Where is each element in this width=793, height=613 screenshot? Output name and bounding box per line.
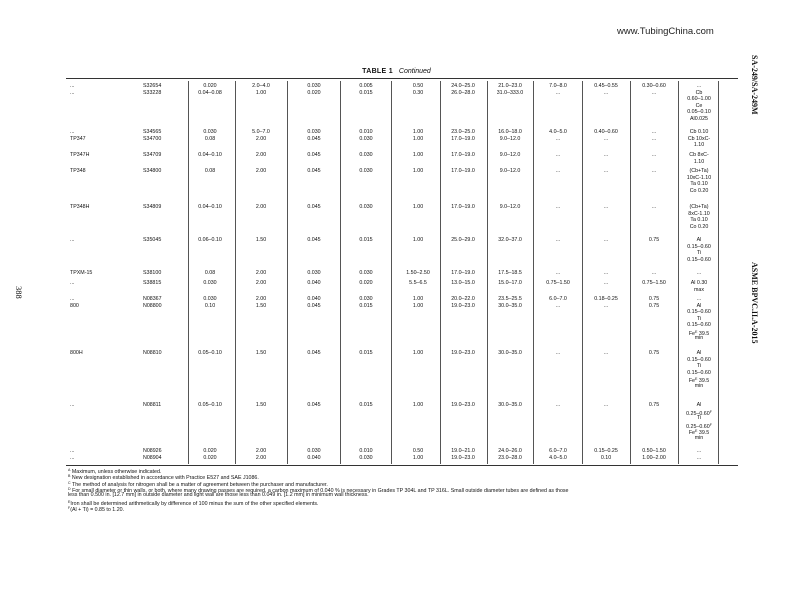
table-cell: ... [555, 402, 561, 408]
table-cell: 0.015 [359, 89, 373, 96]
table-cell: 24.0–25.0 [451, 83, 475, 89]
table-cell: Cb 10xC- [687, 135, 711, 142]
table-cell: 0.045 [307, 350, 321, 356]
table-cell: (Cb+Ta) [689, 168, 709, 174]
uns-cell: N08810 [143, 350, 162, 356]
footnote: less than 0.500 in. [12.7 mm] in outside diameter and light wall are those less than 0.049 in. [1.2 mm] in minimum wall thickness. [68, 492, 369, 499]
table-cell: $Fe^E$ 39.5 [688, 377, 710, 384]
table-cell: 0.06–0.10 [198, 237, 222, 243]
table-cell: 2.00 [255, 270, 267, 276]
uns-cell: S34800 [143, 168, 162, 174]
table-cell: ... [603, 168, 609, 174]
table-cell: ... [555, 350, 561, 356]
column-divider [391, 81, 392, 464]
table-cell: 23.5–25.5 [498, 296, 522, 302]
table-cell: 6.0–7.0 [549, 448, 567, 454]
table-cell: 1.00 [412, 168, 424, 174]
uns-cell: S34700 [143, 135, 162, 142]
table-cell: 2.00 [255, 204, 267, 210]
table-cell: 15.0–17.0 [498, 280, 522, 286]
table-cell: Ti [696, 415, 702, 421]
grade-cell: TP347 [70, 135, 86, 142]
table-cell: 0.10 [600, 454, 612, 461]
grade-cell: ... [70, 296, 75, 302]
table-cell: 1.00 [412, 135, 424, 142]
table-cell: 1.00 [255, 89, 267, 96]
table-cell: 0.15–0.60 [687, 356, 711, 363]
table-cell: 0.040 [307, 454, 321, 461]
uns-cell: N08904 [143, 454, 162, 461]
table-cell: 0.15–0.60 [687, 256, 711, 263]
table-cell: 17.0–19.0 [451, 168, 475, 174]
table-cell: 24.0–26.0 [498, 448, 522, 454]
table-cell: 0.030 [203, 129, 217, 135]
footnote: $^B$ New designation established in accordance with Practice E527 and SAE J1086. [68, 474, 259, 482]
table-cell: Ti [696, 250, 702, 256]
table-cell: 0.50 [412, 83, 424, 89]
table-cell: ... [555, 152, 561, 158]
table-cell: 17.0–19.0 [451, 152, 475, 158]
table-cell: 4.0–5.0 [549, 129, 567, 135]
table-cell: 1.00–2.00 [642, 454, 666, 461]
table-cell: 23.0–28.0 [498, 454, 522, 461]
table-cell: 16.0–18.0 [498, 129, 522, 135]
table-cell: 1.50–2.50 [406, 270, 430, 276]
table-cell: 0.04–0.10 [198, 204, 222, 210]
table-cell: 0.75 [648, 302, 660, 309]
grade-cell: TP348H [70, 204, 90, 210]
grade-cell: ... [70, 83, 75, 89]
table-cell: 0.030 [307, 270, 321, 276]
table-cell: ... [651, 152, 657, 158]
grade-cell: 800H [70, 350, 83, 356]
table-cell: 0.015 [359, 237, 373, 243]
table-cell: ... [651, 270, 657, 276]
table-cell: 1.50 [255, 237, 267, 243]
table-cell: ... [696, 83, 702, 89]
footnote: $^C$ The method of analysis for nitrogen shall be a matter of agreement between the purchaser and manufacturer. [68, 480, 328, 488]
column-divider [718, 81, 719, 464]
table-cell: 0.030 [307, 129, 321, 135]
table-cell: Ce [695, 102, 703, 109]
table-cell: 19.0–23.0 [451, 454, 475, 461]
table-cell: Ta 0.10 [690, 181, 708, 187]
table-cell: 1.50 [255, 302, 267, 309]
column-divider [287, 81, 288, 464]
table-cell: ... [651, 89, 657, 96]
table-cell: 0.045 [307, 204, 321, 210]
table-cell: Ti [696, 315, 702, 322]
table-caption [0, 68, 793, 75]
table-cell: 0.75 [648, 350, 660, 356]
table-cell: 17.0–19.0 [451, 135, 475, 142]
table-cell: ... [603, 350, 609, 356]
table-cell: 0.50–1.50 [642, 448, 666, 454]
footnote: $^A$ Maximum, unless otherwise indicated. [68, 468, 162, 475]
table-cell: ... [603, 402, 609, 408]
uns-cell: N08800 [143, 302, 162, 309]
table-cell: 5.0–7.0 [252, 129, 270, 135]
table-title: TABLE 1 [362, 68, 393, 75]
table-cell: 0.040 [307, 280, 321, 286]
table-cell: 19.0–23.0 [451, 302, 475, 309]
table-cell: 0.15–0.25 [594, 448, 618, 454]
table-cell: min [694, 382, 704, 389]
grade-cell: ... [70, 448, 75, 454]
table-cell: 1.00 [412, 237, 424, 243]
table-cell: 0.75 [648, 296, 660, 302]
table-cell: 31.0–333.0 [496, 89, 524, 96]
table-cell: 30.0–35.0 [498, 302, 522, 309]
uns-cell: S33228 [143, 89, 162, 96]
table-cell: 0.15–0.60 [687, 243, 711, 250]
table-cell: 4.0–5.0 [549, 454, 567, 461]
footnote: $^E$Iron shall be determined arithmetically by difference of 100 minus the sum of the other specified elements. [68, 499, 319, 507]
table-cell: min [694, 335, 704, 341]
table-cell: 0.045 [307, 168, 321, 174]
table-cell: 25.0–29.0 [451, 237, 475, 243]
table-cell: 0.030 [359, 454, 373, 461]
table-cell: 6.0–7.0 [549, 296, 567, 302]
table-cell: 2.00 [255, 168, 267, 174]
table-cell: 0.020 [203, 83, 217, 89]
grade-cell: TP348 [70, 168, 86, 174]
table-cell: 0.045 [307, 302, 321, 309]
table-cell: 0.030 [359, 135, 373, 142]
table-cell: 19.0–23.0 [451, 402, 475, 408]
table-cell: ... [603, 237, 609, 243]
table-cell: 0.030 [359, 296, 373, 302]
table-cell: 1.50 [255, 402, 267, 408]
table-cell: 0.10 [204, 302, 216, 309]
table-cell: ... [651, 129, 657, 135]
grade-cell: ... [70, 454, 75, 461]
table-cell: 17.5–18.5 [498, 270, 522, 276]
table-cell: 26.0–28.0 [451, 89, 475, 96]
table-cell: 1.10 [693, 142, 705, 148]
table-cell: 1.00 [412, 296, 424, 302]
uns-cell: N08926 [143, 448, 162, 454]
table-cell: 21.0–23.0 [498, 83, 522, 89]
column-divider [582, 81, 583, 464]
uns-cell: N08367 [143, 296, 162, 302]
grade-cell: 800 [70, 302, 79, 309]
table-cell: Cb 0.10 [689, 129, 709, 135]
table-cell: 0.75 [648, 237, 660, 243]
table-cell: 23.0–25.0 [451, 129, 475, 135]
table-cell: 17.0–19.0 [451, 270, 475, 276]
table-cell: 30.0–35.0 [498, 402, 522, 408]
table-cell: 1.00 [412, 402, 424, 408]
table-cell: ... [696, 296, 702, 302]
table-cell: 9.0–12.0 [499, 168, 521, 174]
table-cell: ... [555, 302, 561, 309]
column-divider [340, 81, 341, 464]
table-cell: 0.75 [648, 402, 660, 408]
page-number: 388 [14, 286, 24, 299]
table-cell: max [693, 286, 704, 293]
column-divider [235, 81, 236, 464]
table-cell: 0.08 [204, 168, 216, 174]
table-cell: Co 0.20 [689, 223, 709, 230]
grade-cell: ... [70, 402, 75, 408]
table-cell: 0.015 [359, 402, 373, 408]
table-cell: 2.00 [255, 296, 267, 302]
table-cell: Al [696, 402, 702, 408]
table-cell: 10xC-1.10 [686, 174, 712, 181]
table-cell: 0.50 [412, 448, 424, 454]
table-cell: 13.0–15.0 [451, 280, 475, 286]
column-divider [678, 81, 679, 464]
table-cell: 0.045 [307, 237, 321, 243]
table-cell: 0.015 [359, 350, 373, 356]
table-cell: 0.75–1.50 [642, 280, 666, 286]
table-cell: 2.00 [255, 152, 267, 158]
table-cell: 0.18–0.25 [594, 296, 618, 302]
table-cell: 0.60–1.00 [687, 96, 711, 102]
table-cell: $Fe^E$ 39.5 [688, 429, 710, 436]
table-cell: 0.030 [359, 270, 373, 276]
footnote: $^D$ For small diameter or thin walls, or both, where many drawing passes are required, a carbon maximum of 0.040 % is necessary in Grades TP 304L and TP 316L. Small outside diameter tubes are defined as those [68, 486, 569, 494]
table-cell: 1.00 [412, 204, 424, 210]
table-cell: Cb 8xC- [689, 152, 709, 158]
table-cell: 0.020 [203, 448, 217, 454]
table-cell: 0.030 [203, 280, 217, 286]
table-cell: 1.00 [412, 302, 424, 309]
table-cell: ... [555, 135, 561, 142]
table-cell: 0.010 [359, 448, 373, 454]
table-cell: 2.00 [255, 135, 267, 142]
table-cell: 0.15–0.60 [687, 322, 711, 328]
table-cell: $Fe^E$ 39.5 [688, 329, 710, 337]
table-cell: (Cb+Ta) [689, 204, 709, 210]
table-cell: ... [555, 89, 561, 96]
table-cell: 2.00 [255, 454, 267, 461]
table-cell: 8xC-1.10 [688, 210, 710, 217]
table-cell: Ta 0.10 [690, 217, 708, 223]
table-cell: ... [603, 280, 609, 286]
table-cell: ... [696, 270, 702, 276]
uns-cell: S38100 [143, 270, 162, 276]
table-cell: 1.00 [412, 152, 424, 158]
table-cell: Cb [695, 89, 703, 96]
table-cell: 0.015 [359, 302, 373, 309]
table-cell: 2.0–4.0 [252, 83, 270, 89]
table-cell: 0.045 [307, 135, 321, 142]
uns-cell: S34809 [143, 204, 162, 210]
table-cell: ... [555, 204, 561, 210]
table-cell: ... [603, 270, 609, 276]
table-cell: 32.0–37.0 [498, 237, 522, 243]
table-cell: ... [603, 302, 609, 309]
grade-cell: TP347H [70, 152, 90, 158]
table-cell: 1.10 [693, 158, 705, 165]
table-cell: 9.0–12.0 [499, 152, 521, 158]
table-top-rule [66, 78, 738, 79]
table-cell: Al [696, 350, 702, 356]
table-cell: ... [603, 135, 609, 142]
table-cell: Al0.025 [690, 115, 708, 122]
table-cell: 0.30 [412, 89, 424, 96]
table-cell: 0.15–0.60 [687, 369, 711, 376]
table-cell: ... [603, 89, 609, 96]
table-cell: ... [651, 204, 657, 210]
table-cell: 1.00 [412, 129, 424, 135]
table-cell: 0.030 [359, 168, 373, 174]
table-cell: $0.25-0.60^F$ [686, 409, 712, 417]
table-cell: 9.0–12.0 [499, 135, 521, 142]
table-cell: ... [696, 448, 702, 454]
table-cell: ... [555, 270, 561, 276]
table-cell: 0.010 [359, 129, 373, 135]
table-cell: 0.75–1.50 [546, 280, 570, 286]
grade-cell: TPXM-15 [70, 270, 93, 276]
table-cell: Al 0.30 [690, 280, 708, 286]
grade-cell: ... [70, 237, 75, 243]
uns-cell: S35045 [143, 237, 162, 243]
column-divider [533, 81, 534, 464]
table-cell: 1.00 [412, 350, 424, 356]
table-cell: 0.08 [204, 135, 216, 142]
table-cell: 0.045 [307, 152, 321, 158]
table-cell: 0.045 [307, 402, 321, 408]
footnote: $^F$(Al + Ti) = 0.85 to 1.20. [68, 505, 125, 513]
table-cell: ... [555, 168, 561, 174]
table-cell: Al [696, 237, 702, 243]
grade-cell: ... [70, 89, 75, 96]
table-cell: ... [555, 237, 561, 243]
table-cell: 0.05–0.10 [198, 402, 222, 408]
table-cell: 0.04–0.10 [198, 152, 222, 158]
table-cell: 0.020 [307, 89, 321, 96]
table-cell: ... [603, 152, 609, 158]
table-cell: 0.15–0.60 [687, 309, 711, 315]
table-cell: ... [696, 454, 702, 461]
table-cell: 0.04–0.08 [198, 89, 222, 96]
table-cell: 30.0–35.0 [498, 350, 522, 356]
table-cell: min [694, 434, 704, 441]
table-cell: 7.0–8.0 [549, 83, 567, 89]
uns-cell: S34709 [143, 152, 162, 158]
table-cell: ... [651, 135, 657, 142]
table-cell: 19.0–23.0 [451, 350, 475, 356]
uns-cell: N08811 [143, 402, 162, 408]
table-cell: 2.00 [255, 448, 267, 454]
table-cell: 0.030 [359, 204, 373, 210]
uns-cell: S34565 [143, 129, 162, 135]
table-cell: 0.030 [203, 296, 217, 302]
table-cell: 0.030 [359, 152, 373, 158]
column-divider [630, 81, 631, 464]
table-cell: 0.005 [359, 83, 373, 89]
table-cell: 19.0–21.0 [451, 448, 475, 454]
table-cell: 0.45–0.55 [594, 83, 618, 89]
table-cell: 0.030 [307, 448, 321, 454]
table-cell: 5.5–6.5 [409, 280, 427, 286]
table-cell: 0.08 [204, 270, 216, 276]
table-cell: 9.0–12.0 [499, 204, 521, 210]
table-cell: 1.50 [255, 350, 267, 356]
table-cell: 0.05–0.10 [687, 109, 711, 115]
table-cell: 0.40–0.60 [594, 129, 618, 135]
grade-cell: ... [70, 129, 75, 135]
table-cell: 20.0–22.0 [451, 296, 475, 302]
side-label-mid: ASME BPVC.II.A-2015 [750, 262, 759, 344]
table-cell: 0.05–0.10 [198, 350, 222, 356]
table-cell: $0.25-0.60^F$ [686, 422, 712, 430]
table-cell: ... [603, 204, 609, 210]
table-cell: 0.040 [307, 296, 321, 302]
grade-cell: ... [70, 280, 75, 286]
uns-cell: S38815 [143, 280, 162, 286]
watermark: www.TubingChina.com [617, 26, 714, 37]
table-cell: 0.030 [307, 83, 321, 89]
side-label-top: SA-249/SA-249M [750, 55, 759, 115]
table-cell: 0.020 [203, 454, 217, 461]
table-cell: ... [651, 168, 657, 174]
table-subtitle: Continued [398, 68, 431, 75]
table-cell: Ti [696, 363, 702, 369]
table-cell: Co 0.20 [689, 187, 709, 194]
table-cell: 17.0–19.0 [451, 204, 475, 210]
table-cell: 0.020 [359, 280, 373, 286]
table-cell: Al [696, 302, 702, 309]
table-cell: 1.00 [412, 454, 424, 461]
table-bottom-rule [66, 465, 738, 466]
uns-cell: S32654 [143, 83, 162, 89]
table-cell: 0.30–0.60 [642, 83, 666, 89]
table-cell: 2.00 [255, 280, 267, 286]
